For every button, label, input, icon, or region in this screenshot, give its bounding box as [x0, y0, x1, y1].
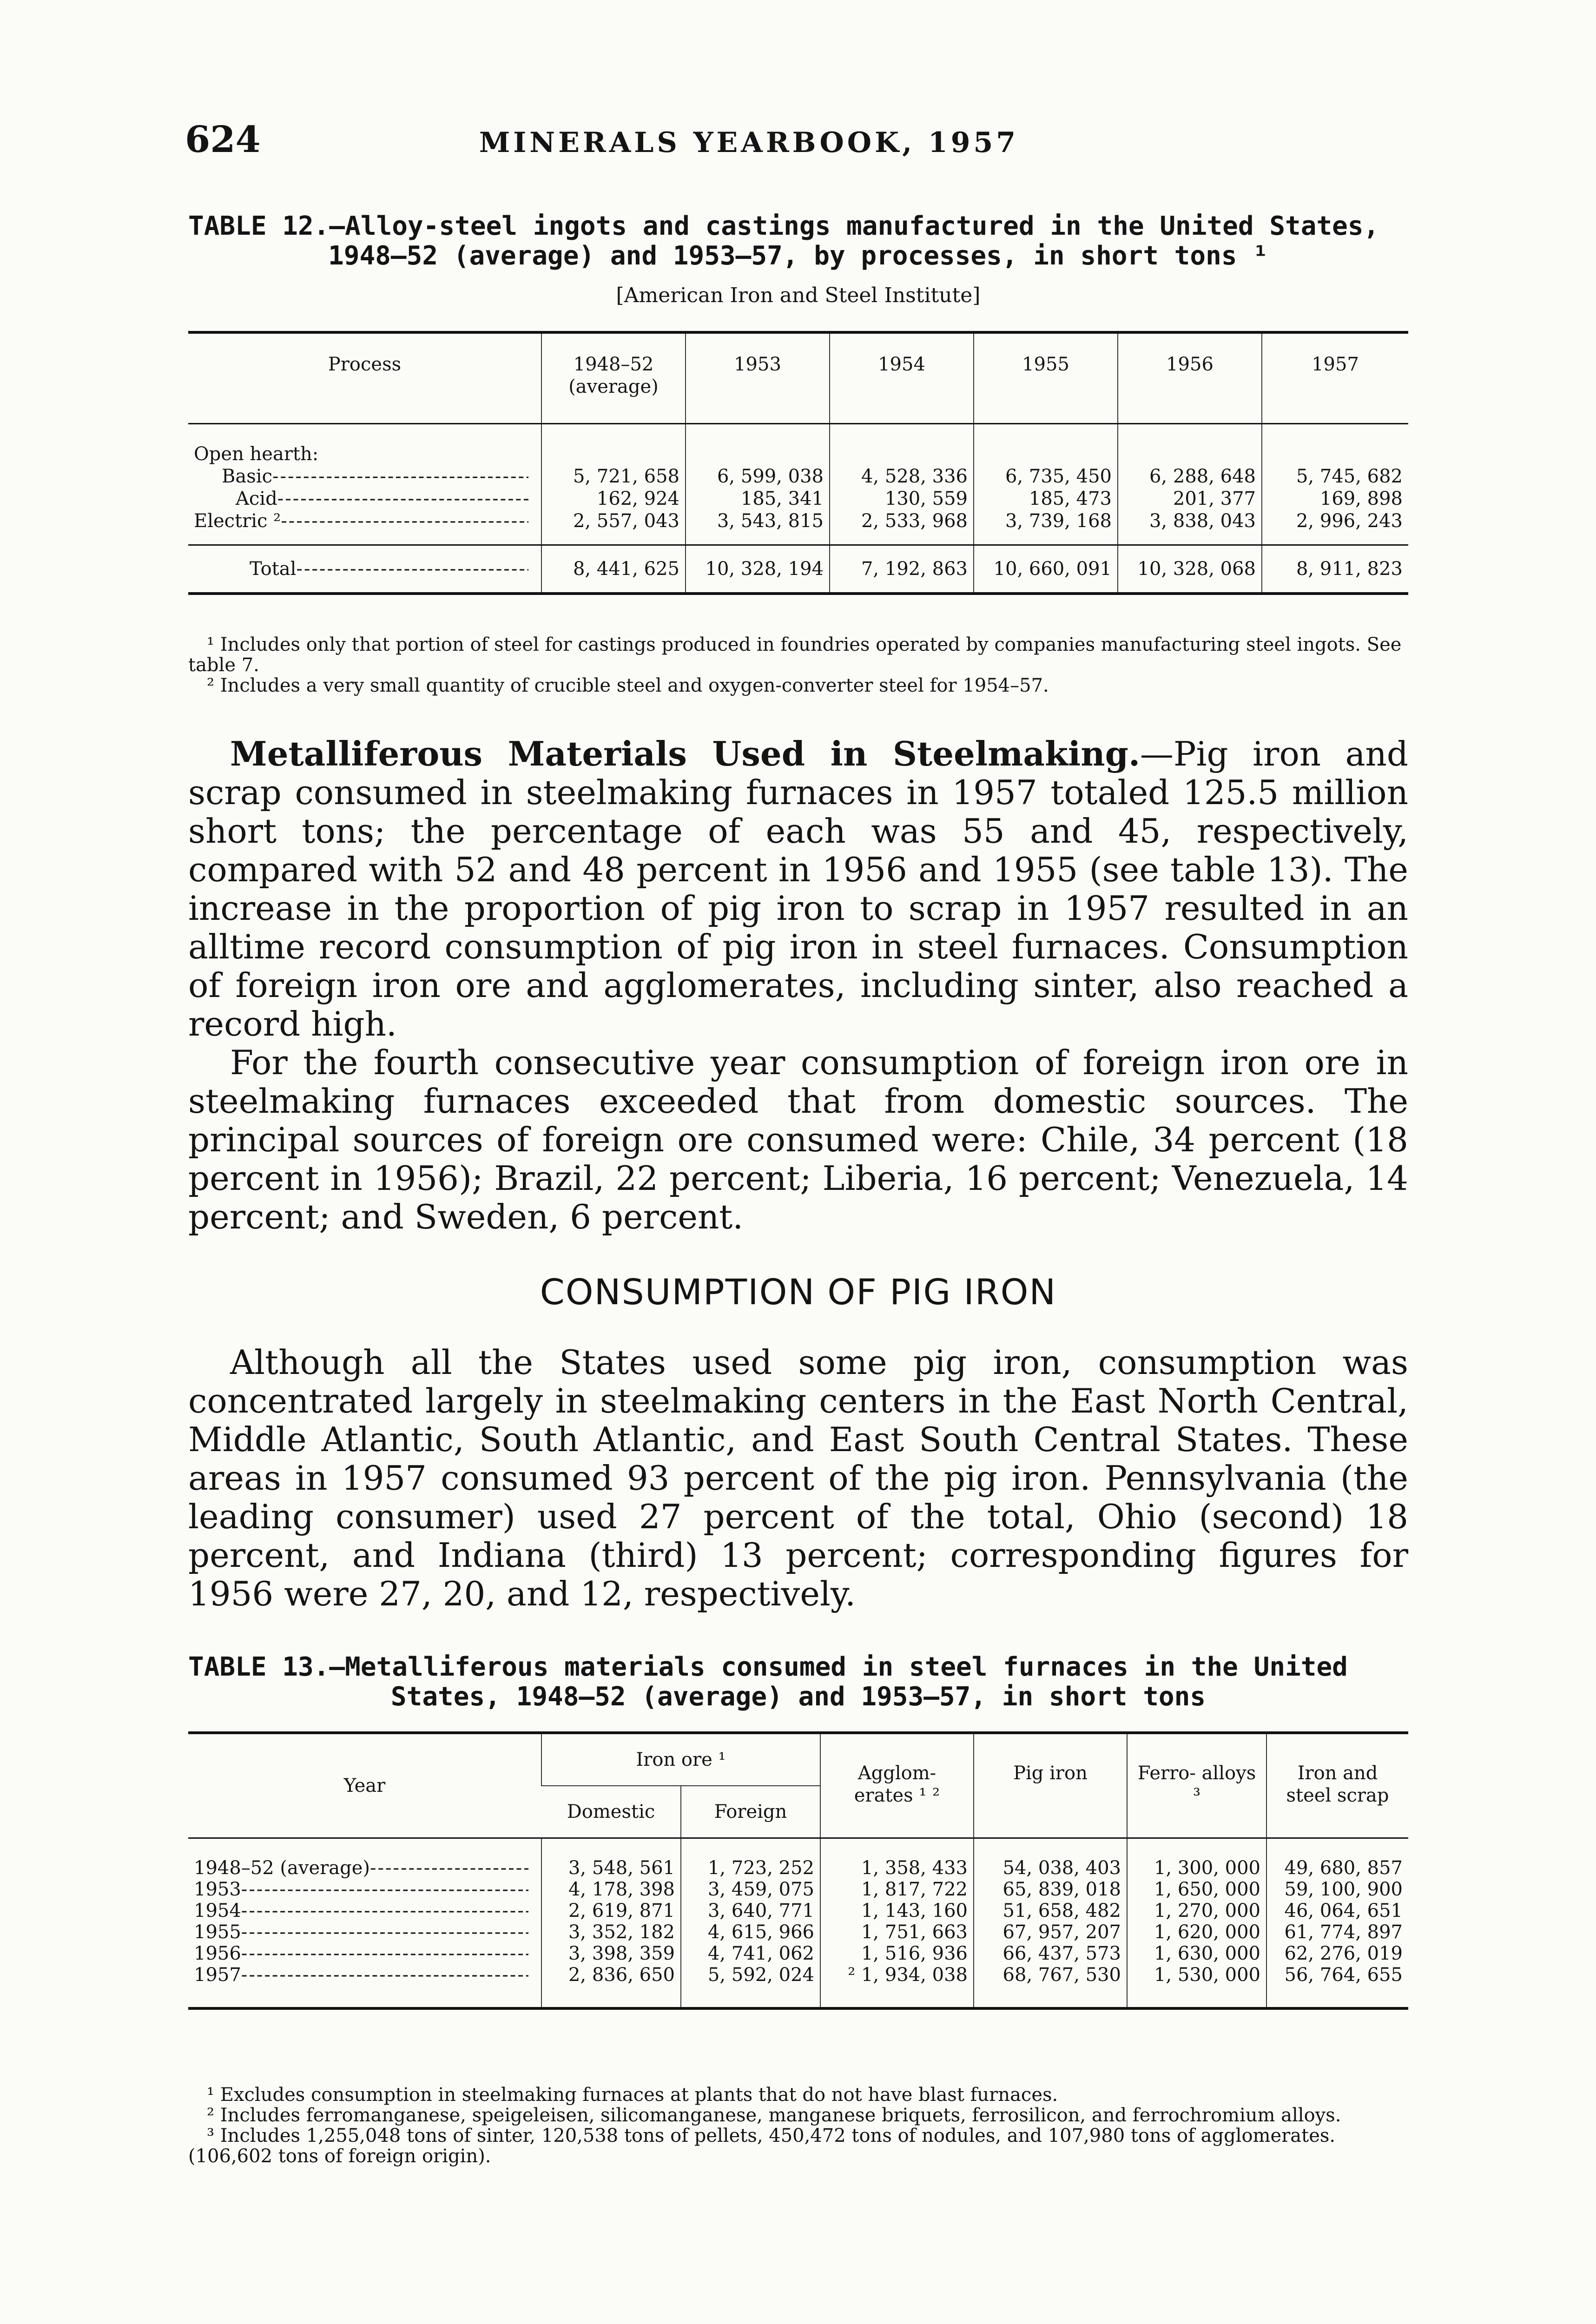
footnote: ¹ Includes only that portion of steel for castings produced in foundries operated by companies manufacturing steel ingots. See table 7. [188, 634, 1402, 676]
table-cell: 201, 377 [1118, 488, 1262, 510]
row-label: 1948–52 (average) [194, 1857, 370, 1879]
footnote: ¹ Excludes consumption in steelmaking furnaces at plants that do not have blast furnaces. [207, 2084, 1058, 2106]
table12-caption-line2: 1948–52 (average) and 1953–57, by processes, in short tons ¹ [328, 241, 1268, 271]
page-number: 624 [185, 119, 261, 161]
table-cell: 1, 143, 160 [820, 1900, 974, 1921]
table-cell: ² 1, 934, 038 [820, 1964, 974, 2008]
table13-row [188, 1879, 1408, 1900]
table13-col-year: Year [343, 1775, 386, 1796]
table-cell: 1, 270, 000 [1127, 1900, 1266, 1921]
table13-row [188, 1964, 1408, 2008]
table12-col-1954: 1954 [830, 332, 974, 424]
table13-col-foreign: Foreign [681, 1786, 820, 1838]
row-label: 1955 [194, 1921, 241, 1943]
table13-caption-line1: TABLE 13.—Metalliferous materials consumed in steel furnaces in the United [188, 1652, 1348, 1682]
table13-row [188, 1943, 1408, 1964]
table-cell: 10, 328, 068 [1118, 545, 1262, 594]
table-cell: 3, 739, 168 [974, 510, 1118, 545]
table12-group-label: Open hearth: [194, 443, 319, 465]
table-cell: 169, 898 [1262, 488, 1408, 510]
paragraph: For the fourth consecutive year consumption of foreign iron ore in steelmaking furnaces exceeded that from domestic sources. The principal sources of foreign ore consumed were: Chile, 34 percent (18 percent in 1956); Brazil, 22 percent; Liberia, 16 percent; Venezuela, 14 percent; and Sweden, 6 percent. [188, 1043, 1408, 1236]
section-heading: CONSUMPTION OF PIG IRON [540, 1271, 1057, 1313]
table-cell: 2, 557, 043 [541, 510, 686, 545]
table-cell: 1, 516, 936 [820, 1943, 974, 1964]
table-cell: 1, 751, 663 [820, 1921, 974, 1943]
table-cell: 4, 615, 966 [681, 1921, 820, 1943]
table-cell: 6, 599, 038 [686, 465, 830, 488]
table-cell: 62, 276, 019 [1266, 1943, 1408, 1964]
table13-row [188, 1838, 1408, 1879]
table-cell: 185, 473 [974, 488, 1118, 510]
table-cell: 3, 838, 043 [1118, 510, 1262, 545]
table13-col-iron-ore: Iron ore ¹ [541, 1733, 820, 1786]
table-cell: 1, 817, 722 [820, 1879, 974, 1900]
table13-row [188, 1921, 1408, 1943]
table13-row [188, 1900, 1408, 1921]
table-cell: 59, 100, 900 [1266, 1879, 1408, 1900]
table12-header-row [188, 332, 1408, 424]
table-cell: 2, 619, 871 [541, 1900, 681, 1921]
table-cell: 51, 658, 482 [974, 1900, 1127, 1921]
row-label: 1956 [194, 1943, 241, 1964]
table-cell: 68, 767, 530 [974, 1964, 1127, 2008]
table-cell: 8, 441, 625 [541, 545, 686, 594]
table-cell: 3, 543, 815 [686, 510, 830, 545]
table-cell: 5, 721, 658 [541, 465, 686, 488]
total-label: Total [250, 558, 297, 580]
table12-row [188, 488, 1408, 510]
section-pig-iron [188, 1343, 1408, 1613]
table12 [188, 331, 1408, 595]
table12-caption [188, 211, 1408, 271]
table-cell: 46, 064, 651 [1266, 1900, 1408, 1921]
table-cell: 1, 530, 000 [1127, 1964, 1266, 2008]
table-cell: 1, 650, 000 [1127, 1879, 1266, 1900]
table13-col-pig-iron: Pig iron [974, 1733, 1127, 1838]
table-cell: 3, 640, 771 [681, 1900, 820, 1921]
table13-col-ferroalloys: Ferro- alloys ³ [1127, 1733, 1266, 1838]
table-cell: 1, 300, 000 [1127, 1838, 1266, 1879]
table12-col-1953: 1953 [686, 332, 830, 424]
table-cell: 5, 592, 024 [681, 1964, 820, 2008]
paragraph [188, 734, 1408, 1043]
table-cell: 3, 398, 359 [541, 1943, 681, 1964]
row-label: 1957 [194, 1964, 241, 1986]
footnote: ³ Includes 1,255,048 tons of sinter, 120,538 tons of pellets, 450,472 tons of nodules, and 107,980 tons of agglomerates. (106,602 tons of foreign origin). [188, 2125, 1336, 2167]
row-label: Acid [236, 488, 277, 509]
table-cell: 10, 328, 194 [686, 545, 830, 594]
table-cell: 8, 911, 823 [1262, 545, 1408, 594]
section-metalliferous [188, 734, 1408, 1236]
table-cell: 67, 957, 207 [974, 1921, 1127, 1943]
table-cell: 1, 723, 252 [681, 1838, 820, 1879]
table-cell: 1, 630, 000 [1127, 1943, 1266, 1964]
table-cell: 130, 559 [830, 488, 974, 510]
table-cell: 49, 680, 857 [1266, 1838, 1408, 1879]
table-cell: 185, 341 [686, 488, 830, 510]
table12-group-row [188, 443, 1408, 465]
table-cell: 4, 528, 336 [830, 465, 974, 488]
table12-total-row [188, 545, 1408, 594]
table13-caption [188, 1652, 1408, 1712]
table-cell: 54, 038, 403 [974, 1838, 1127, 1879]
row-label: Basic [222, 466, 272, 487]
footnote: ² Includes a very small quantity of crucible steel and oxygen-converter steel for 1954–57. [207, 675, 1049, 696]
run-in-heading: Metalliferous Materials Used in Steelmaking. [230, 734, 1141, 773]
table12-row [188, 465, 1408, 488]
table-cell: 5, 745, 682 [1262, 465, 1408, 488]
table-cell: 7, 192, 863 [830, 545, 974, 594]
table-cell: 3, 548, 561 [541, 1838, 681, 1879]
table12-source: [American Iron and Steel Institute] [616, 284, 981, 307]
row-label: Electric ² [194, 510, 281, 532]
table-cell: 6, 288, 648 [1118, 465, 1262, 488]
table-cell: 3, 459, 075 [681, 1879, 820, 1900]
table13-caption-line2: States, 1948–52 (average) and 1953–57, in short tons [390, 1682, 1206, 1712]
table-cell: 2, 533, 968 [830, 510, 974, 545]
table-cell: 65, 839, 018 [974, 1879, 1127, 1900]
table-cell: 4, 741, 062 [681, 1943, 820, 1964]
table13-col-scrap: Iron and steel scrap [1266, 1733, 1408, 1838]
paragraph-text: —Pig iron and scrap consumed in steelmaking furnaces in 1957 totaled 125.5 million short tons; the percentage of each was 55 and 45, respectively, compared with 52 and 48 percent in 1956 and 1955 (see table 13). The increase in the proportion of pig iron to scrap in 1957 resulted in an alltime record consumption of pig iron in steel furnaces. Consumption of foreign iron ore and agglomerates, including sinter, also reached a record high. [188, 734, 1408, 1043]
table-cell: 1, 358, 433 [820, 1838, 974, 1879]
table12-col-1956: 1956 [1118, 332, 1262, 424]
table12-col-process: Process [328, 354, 402, 375]
table13-col-domestic: Domestic [567, 1801, 655, 1822]
table-cell: 66, 437, 573 [974, 1943, 1127, 1964]
table-cell: 162, 924 [541, 488, 686, 510]
table12-col-1955: 1955 [974, 332, 1118, 424]
row-label: 1954 [194, 1900, 241, 1921]
paragraph: Although all the States used some pig iron, consumption was concentrated largely in steelmaking centers in the East North Central, Middle Atlantic, South Atlantic, and East South Central States. These areas in 1957 consumed 93 percent of the pig iron. Pennsylvania (the leading consumer) used 27 percent of the total, Ohio (second) 18 percent, and Indiana (third) 13 percent; corresponding figures for 1956 were 27, 20, and 12, respectively. [188, 1343, 1408, 1613]
table-cell: 2, 996, 243 [1262, 510, 1408, 545]
table-cell: 61, 774, 897 [1266, 1921, 1408, 1943]
table12-col-avg: 1948–52 (average) [541, 332, 686, 424]
table-cell: 4, 178, 398 [541, 1879, 681, 1900]
table13 [188, 1731, 1408, 2010]
footnote: ² Includes ferromanganese, speigeleisen, silicomanganese, manganese briquets, ferrosilicon, and ferrochromium alloys. [207, 2105, 1341, 2126]
table-cell: 6, 735, 450 [974, 465, 1118, 488]
running-header [185, 119, 1417, 161]
row-label: 1953 [194, 1879, 241, 1900]
table-cell: 10, 660, 091 [974, 545, 1118, 594]
table-cell: 1, 620, 000 [1127, 1921, 1266, 1943]
running-title: MINERALS YEARBOOK, 1957 [479, 126, 1019, 159]
table12-caption-line1: TABLE 12.—Alloy-steel ingots and castings manufactured in the United States, [188, 211, 1379, 241]
table12-footnotes [188, 634, 1408, 696]
table-cell: 3, 352, 182 [541, 1921, 681, 1943]
table12-col-1957: 1957 [1262, 332, 1408, 424]
table-cell: 2, 836, 650 [541, 1964, 681, 2008]
table13-footnotes [188, 2085, 1408, 2166]
table-cell: 56, 764, 655 [1266, 1964, 1408, 2008]
table12-row [188, 510, 1408, 545]
table13-header-row [188, 1733, 1408, 1786]
table13-col-agglomerates: Agglom- erates ¹ ² [820, 1733, 974, 1838]
